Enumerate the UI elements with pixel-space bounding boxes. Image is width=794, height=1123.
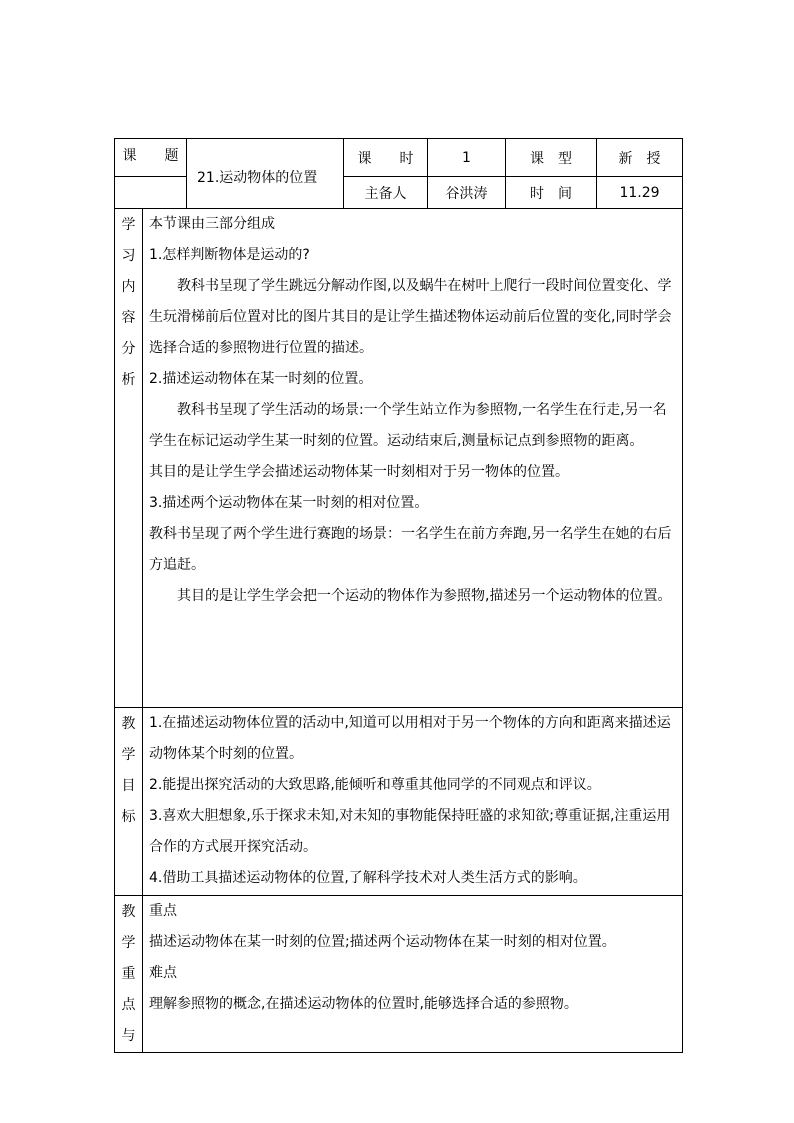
content-paragraph: 3.喜欢大胆想象,乐于探求未知,对未知的事物能保持旺盛的求知欲;尊重证据,注重运用合作的方式展开探究活动。 — [149, 808, 671, 855]
time-value: 11.29 — [597, 177, 683, 209]
section-side-label — [115, 209, 143, 708]
side-label-char: 习 — [121, 248, 136, 264]
content-paragraph: 教科书呈现了两个学生进行赛跑的场景：一名学生在前方奔跑,另一名学生在她的右后方追赶。 — [149, 526, 672, 573]
content-paragraph: 其目的是让学生学会把一个运动的物体作为参照物,描述另一个运动物体的位置。 — [177, 588, 672, 604]
content-paragraph: 理解参照物的概念,在描述运动物体的位置时,能够选择合适的参照物。 — [149, 996, 578, 1012]
side-label-char: 内 — [121, 279, 136, 295]
content-paragraph: 教科书呈现了学生跳远分解动作图,以及蜗牛在树叶上爬行一段时间位置变化、学生玩滑梯前后位置对比的图片其目的是让学生描述物体运动前后位置的变化,同时学会选择合适的参照物进行位置的描述。 — [149, 278, 672, 356]
side-label-char: 标 — [121, 809, 136, 825]
side-label-char: 学 — [121, 747, 136, 763]
section-side-label — [115, 896, 143, 1053]
section-content — [143, 708, 683, 896]
content-paragraph: 难点 — [149, 965, 177, 981]
content-paragraph: 4.借助工具描述运动物体的位置,了解科学技术对人类生活方式的影响。 — [149, 870, 587, 886]
side-label-char: 与 — [121, 1028, 136, 1044]
content-paragraph: 描述运动物体在某一时刻的位置;描述两个运动物体在某一时刻的相对位置。 — [149, 934, 616, 950]
time-label: 时 间 — [506, 177, 597, 209]
preparer-label: 主备人 — [344, 177, 428, 209]
side-label-char: 目 — [121, 778, 136, 794]
side-label-char: 点 — [121, 997, 136, 1013]
side-label-char: 学 — [121, 935, 136, 951]
side-label-char: 容 — [121, 310, 136, 326]
side-label-char: 教 — [121, 716, 136, 732]
section-content — [143, 896, 683, 1053]
content-paragraph: 重点 — [149, 903, 177, 919]
type-label: 课 型 — [506, 139, 597, 177]
side-label-char: 析 — [121, 372, 136, 388]
side-label-char: 学 — [121, 217, 136, 233]
period-value: 1 — [428, 139, 506, 177]
topic-value: 21.运动物体的位置 — [187, 139, 344, 209]
lesson-plan-table — [114, 138, 683, 1053]
preparer-value: 谷洪涛 — [428, 177, 506, 209]
content-paragraph: 1.在描述运动物体位置的活动中,知道可以用相对于另一个物体的方向和距离来描述运动物体某个时刻的位置。 — [149, 715, 671, 762]
content-paragraph: 2.描述运动物体在某一时刻的位置。 — [149, 371, 373, 387]
side-label-char: 分 — [121, 341, 136, 357]
content-paragraph: 1.怎样判断物体是运动的? — [149, 247, 310, 263]
section-side-label — [115, 708, 143, 896]
type-value: 新 授 — [597, 139, 683, 177]
content-paragraph: 本节课由三部分组成 — [149, 216, 275, 232]
content-paragraph: 其目的是让学生学会描述运动物体某一时刻相对于另一物体的位置。 — [149, 464, 569, 480]
topic-label-blank — [115, 177, 187, 209]
period-label: 课 时 — [344, 139, 428, 177]
side-label-char: 重 — [121, 966, 136, 982]
content-paragraph: 2.能提出探究活动的大致思路,能倾听和尊重其他同学的不同观点和评议。 — [149, 777, 601, 793]
content-paragraph: 教科书呈现了学生活动的场景:一个学生站立作为参照物,一名学生在行走,另一名学生在标记运动学生某一时刻的位置。运动结束后,测量标记点到参照物的距离。 — [149, 402, 667, 449]
content-paragraph: 3.描述两个运动物体在某一时刻的相对位置。 — [149, 495, 429, 511]
topic-label: 课 题 — [115, 139, 187, 177]
side-label-char: 教 — [121, 904, 136, 920]
section-content — [143, 209, 683, 708]
